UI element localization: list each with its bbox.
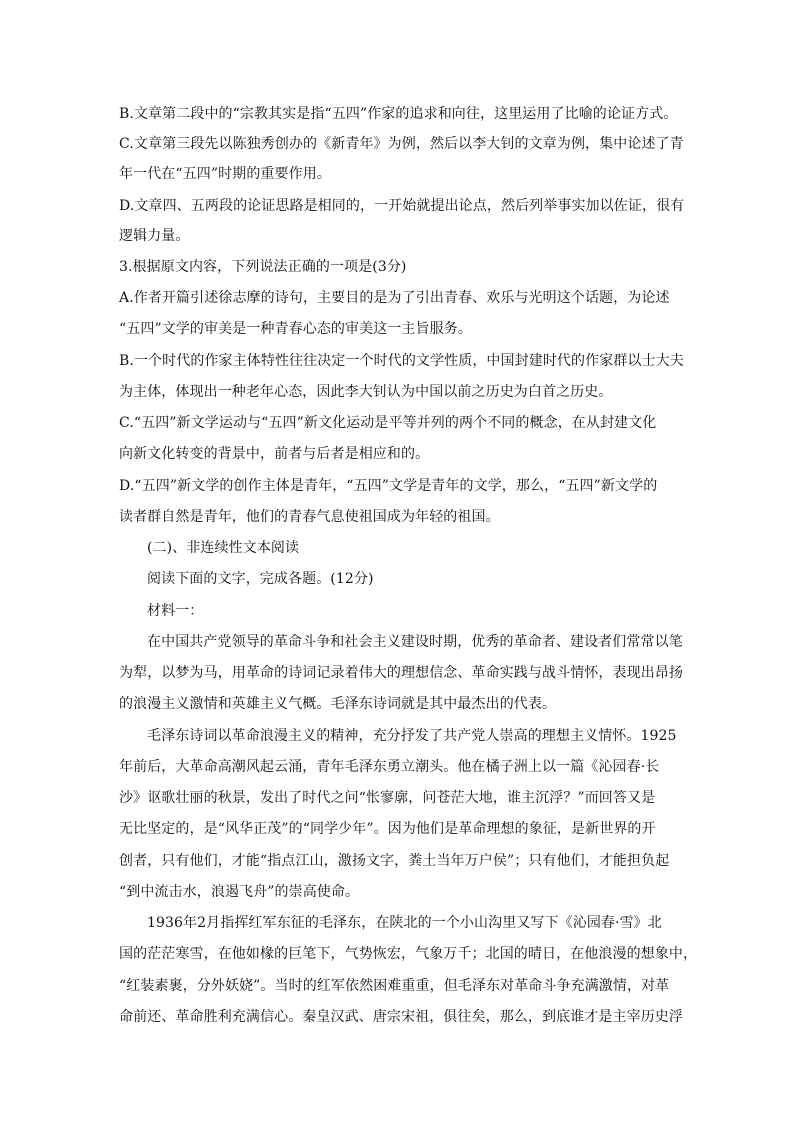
q3-option-a-line-2: “五四”文学的审美是一种青春心态的审美这一主旨服务。 bbox=[119, 321, 472, 337]
question-3: 3.根据原文内容，下列说法正确的一项是(3分) bbox=[119, 259, 407, 275]
paragraph-3-line-3: “红装素裹，分外妖娆”。当时的红军依然困难重重，但毛泽东对革命斗争充满激情，对革 bbox=[119, 978, 670, 994]
paragraph-1-line-3: 的浪漫主义激情和英雄主义气概。毛泽东诗词就是其中最杰出的代表。 bbox=[119, 696, 557, 712]
option-c-line-1: C.文章第三段先以陈独秀创办的《新青年》为例，然后以李大钊的文章为例，集中论述了青 bbox=[119, 136, 684, 152]
option-c-line-2: 年一代在“五四”时期的重要作用。 bbox=[119, 166, 331, 182]
option-b-line: B.文章第二段中的“宗教其实是指“五四”作家的追求和向往，这里运用了比喻的论证方式。 bbox=[119, 106, 678, 122]
q3-option-b-line-1: B.一个时代的作家主体特性往往决定一个时代的文学性质，中国封建时代的作家群以士大夫 bbox=[119, 353, 684, 369]
material-one-label: 材料一： bbox=[147, 603, 204, 619]
instruction: 阅读下面的文字，完成各题。(12分) bbox=[147, 571, 374, 587]
paragraph-2-line-1: 毛泽东诗词以革命浪漫主义的精神，充分抒发了共产党人崇高的理想主义情怀。1925 bbox=[147, 728, 677, 744]
paragraph-3-line-4: 命前还、革命胜利充满信心。秦皇汉武、唐宗宋祖，俱往矣，那么，到底谁才是主宰历史浮 bbox=[119, 1009, 683, 1025]
q3-option-d-line-2: 读者群自然是青年，他们的青春气息使祖国成为年轻的祖国。 bbox=[119, 509, 500, 525]
q3-option-a-line-1: A.作者开篇引述徐志摩的诗句，主要目的是为了引出青春、欢乐与光明这个话题，为论述 bbox=[119, 290, 670, 306]
option-d-line-1: D.文章四、五两段的论证思路是相同的，一开始就提出论点，然后列举事实加以佐证，很有 bbox=[119, 198, 685, 214]
q3-option-c-line-2: 向新文化转变的背景中，前者与后者是相应和的。 bbox=[119, 446, 430, 462]
paragraph-3-line-1: 1936年2月指挥红军东征的毛泽东，在陕北的一个小山沟里又写下《沁园春·雪》北 bbox=[147, 915, 662, 931]
paragraph-2-line-2: 年前后，大革命高潮风起云涌，青年毛泽东勇立潮头。他在橘子洲上以一篇《沁园春·长 bbox=[119, 759, 660, 775]
q3-option-d-line-1: D.“五四”新文学的创作主体是青年，“五四”文学是青年的文学，那么，“五四”新文学的 bbox=[119, 478, 658, 494]
q3-option-c-line-1: C.“五四”新文学运动与“五四”新文化运动是平等并列的两个不同的概念，在从封建文化 bbox=[119, 415, 657, 431]
option-d-line-2: 逻辑力量。 bbox=[119, 228, 190, 244]
paragraph-2-line-5: 创者，只有他们，才能“指点江山，激扬文字，粪土当年万户侯”；只有他们，才能担负起 bbox=[119, 853, 670, 869]
q3-option-b-line-2: 为主体，体现出一种老年心态，因此李大钊认为中国以前之历史为白首之历史。 bbox=[119, 384, 613, 400]
paragraph-2-line-3: 沙》讴歌壮丽的秋景，发出了时代之问“怅寥廓，问苍茫大地，谁主沉浮？”而回答又是 bbox=[119, 790, 656, 806]
paragraph-2-line-4: 无比坚定的，是“风华正茂”的“同学少年”。因为他们是革命理想的象征，是新世界的开 bbox=[119, 821, 656, 837]
paragraph-2-line-6: “到中流击水，浪遏飞舟”的崇高使命。 bbox=[119, 884, 360, 900]
paragraph-1-line-2: 为犁，以梦为马，用革命的诗词记录着伟大的理想信念、革命实践与战斗情怀，表现出昂扬 bbox=[119, 665, 683, 681]
paragraph-3-line-2: 国的茫茫寒雪，在他如椽的巨笔下，气势恢宏，气象万千；北国的晴日，在他浪漫的想象中， bbox=[119, 946, 698, 962]
paragraph-1-line-1: 在中国共产党领导的革命斗争和社会主义建设时期，优秀的革命者、建设者们常常以笔 bbox=[147, 634, 683, 650]
section-heading: (二)、非连续性文本阅读 bbox=[147, 540, 300, 556]
